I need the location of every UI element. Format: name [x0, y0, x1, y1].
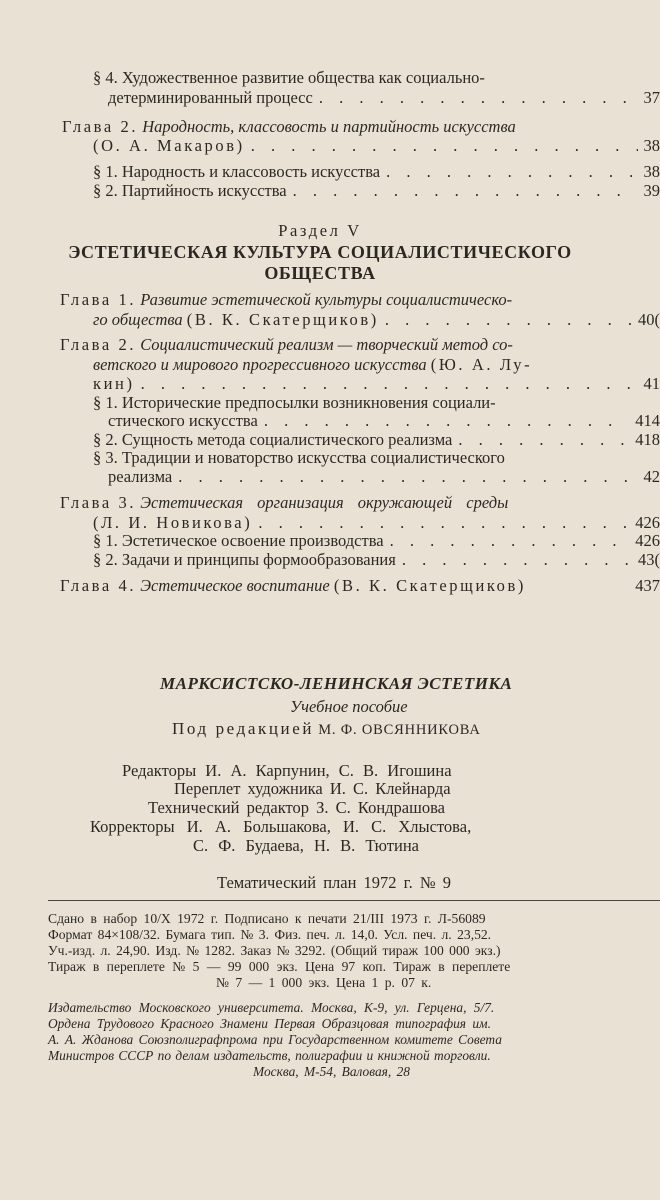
divider-rule [48, 900, 660, 901]
toc-ch2-s1-row [93, 162, 660, 182]
leader-dots [141, 374, 638, 394]
tech-line-3: Уч.-изд. л. 24,90. Изд. № 1282. Заказ № 3292. (Общий тираж 100 000 экз.) [48, 943, 501, 958]
book-title: МАРКСИСТСКО-ЛЕНИНСКАЯ ЭСТЕТИКА [160, 674, 513, 693]
credit-line-2: Переплет художника И. С. Клейнарда [174, 779, 451, 798]
leader-dots [251, 136, 638, 156]
toc-v-ch1-label: Глава 1. [60, 290, 137, 309]
toc-v-ch2-s2-page: 418 [635, 430, 660, 449]
leader-dots [264, 411, 629, 431]
credit-line-5: С. Ф. Будаева, Н. В. Тютина [193, 836, 419, 855]
toc-v-ch1-row [93, 310, 660, 330]
toc-v-ch2-s2-row [93, 430, 660, 450]
publisher-line-5: Москва, М-54, Валовая, 28 [253, 1064, 410, 1079]
publisher-line-2: Ордена Трудового Красного Знамени Первая Образцовая типография им. [48, 1016, 491, 1031]
toc-v-ch2-title1: Социалистический реализм — творческий метод со- [140, 335, 513, 354]
publisher-line-4: Министров СССР по делам издательств, полиграфии и книжной торговли. [48, 1048, 491, 1063]
toc-v-ch4-author: (В. К. Скатерщиков) [333, 576, 526, 595]
toc-v-ch2-s3-row [108, 467, 660, 487]
tech-line-5: № 7 — 1 000 экз. Цена 1 р. 07 к. [216, 975, 432, 990]
leader-dots [319, 88, 638, 108]
toc-s4-row [108, 88, 660, 108]
toc-v-ch3-title-line [60, 493, 508, 513]
section-label: Раздел V [278, 221, 362, 240]
toc-ch2-s2-row [93, 181, 660, 201]
credit-line-1: Редакторы И. А. Карпунин, С. В. Игошина [122, 761, 452, 780]
toc-v-ch1-title-line [60, 290, 512, 310]
toc-v-ch2-s3-page: 42 [643, 467, 660, 486]
leader-dots [390, 531, 630, 551]
toc-s4-line2: детерминированный процесс [108, 88, 313, 107]
toc-v-ch3-label: Глава 3. [60, 493, 137, 512]
toc-v-ch2-author2: кин) [93, 374, 135, 393]
toc-v-ch1-page: 40( [638, 310, 660, 329]
credit-line-3: Технический редактор З. С. Кондрашова [148, 798, 445, 817]
toc-v-ch3-s1-row [93, 531, 660, 551]
leader-dots [402, 550, 632, 570]
toc-v-ch4-line [60, 576, 526, 596]
toc-ch2-title-line [62, 117, 516, 137]
tech-line-1: Сдано в набор 10/X 1972 г. Подписано к печати 21/III 1973 г. Л-56089 [48, 911, 486, 926]
toc-ch2-title: Народность, классовость и партийность искусства [142, 117, 516, 136]
leader-dots [178, 467, 637, 487]
toc-v-ch4-row [60, 576, 660, 596]
toc-ch2-label: Глава 2. [62, 117, 139, 136]
tech-line-2: Формат 84×108/32. Бумага тип. № 3. Физ. печ. л. 14,0. Усл. печ. л. 23,52. [48, 927, 492, 942]
toc-ch2-s1-text: § 1. Народность и классовость искусства [93, 162, 381, 181]
credit-line-4: Корректоры И. А. Большакова, И. С. Хлыстова, [90, 817, 472, 836]
toc-s4-page: 37 [643, 88, 660, 107]
toc-v-ch2-s3-line1: § 3. Традиции и новаторство искусства социалистического [93, 448, 505, 467]
toc-v-ch2-s1-page: 414 [635, 411, 660, 430]
toc-v-ch2-s3-line2: реализма [108, 467, 173, 486]
toc-v-ch2-s1-line2: стического искусства [108, 411, 258, 430]
leader-dots [258, 513, 629, 533]
thematic-plan: Тематический план 1972 г. № 9 [217, 873, 451, 892]
toc-ch2-s2-text: § 2. Партийность искусства [93, 181, 287, 200]
leader-dots [458, 430, 629, 450]
toc-v-ch1-title2-line [93, 310, 379, 330]
toc-v-ch3-s1-text: § 1. Эстетическое освоение производства [93, 531, 384, 550]
toc-ch2-s2-page: 39 [643, 181, 660, 200]
toc-v-ch2-label: Глава 2. [60, 335, 137, 354]
section-title-line1: ЭСТЕТИЧЕСКАЯ КУЛЬТУРА СОЦИАЛИСТИЧЕСКОГО [68, 242, 572, 262]
toc-ch2-row [93, 136, 660, 156]
toc-v-ch2-s1-row [108, 411, 660, 431]
book-subtitle: Учебное пособие [290, 697, 408, 716]
toc-ch2-author: (О. А. Макаров) [93, 136, 245, 155]
toc-v-ch3-row [93, 513, 660, 533]
toc-v-ch2-line2 [93, 355, 532, 375]
toc-v-ch2-s1-line1: § 1. Исторические предпосылки возникновения социали- [93, 393, 496, 412]
toc-v-ch1-title2: го общества [93, 310, 183, 329]
toc-v-ch3-s1-page: 426 [635, 531, 660, 550]
toc-v-ch3-s2-page: 43( [638, 550, 660, 569]
toc-v-ch4-title: Эстетическое воспитание [140, 576, 330, 595]
toc-v-ch2-page: 41 [643, 374, 660, 393]
toc-v-ch4-page: 437 [635, 576, 660, 595]
toc-v-ch2-s2-text: § 2. Сущность метода социалистического реализма [93, 430, 453, 449]
toc-v-ch2-title-line [60, 335, 513, 355]
publisher-line-1: Издательство Московского университета. Москва, К-9, ул. Герцена, 5/7. [48, 1000, 495, 1015]
toc-v-ch2-row [93, 374, 660, 394]
toc-v-ch3-page: 426 [635, 513, 660, 532]
toc-v-ch1-title1: Развитие эстетической культуры социалистическо- [140, 290, 513, 309]
tech-line-4: Тираж в переплете № 5 — 99 000 экз. Цена 97 коп. Тираж в переплете [48, 959, 511, 974]
toc-v-ch2-author1: (Ю. А. Лу- [430, 355, 533, 374]
toc-v-ch3-title: Эстетическая организация окружающей среды [140, 493, 509, 512]
toc-v-ch3-s2-row [93, 550, 660, 570]
publisher-line-3: А. А. Жданова Союзполиграфпрома при Государственном комитете Совета [48, 1032, 502, 1047]
leader-dots [385, 310, 632, 330]
toc-ch2-s1-page: 38 [643, 162, 660, 181]
toc-v-ch3-s2-text: § 2. Задачи и принципы формообразования [93, 550, 396, 569]
section-title-line2: ОБЩЕСТВА [264, 263, 376, 283]
leader-dots [293, 181, 638, 201]
leader-dots [386, 162, 637, 182]
toc-v-ch2-title2: ветского и мирового прогрессивного искусства [93, 355, 427, 374]
toc-s4-line1: § 4. Художественное развитие общества как социально- [93, 68, 485, 87]
editor-name: М. Ф. ОВСЯННИКОВА [318, 722, 481, 738]
toc-ch2-page: 38 [643, 136, 660, 155]
toc-v-ch4-label: Глава 4. [60, 576, 137, 595]
editor-line [172, 719, 481, 740]
toc-v-ch3-author: (Л. И. Новикова) [93, 513, 253, 532]
editor-label: Под редакцией [172, 719, 315, 738]
toc-v-ch1-author: (В. К. Скатерщиков) [186, 310, 379, 329]
